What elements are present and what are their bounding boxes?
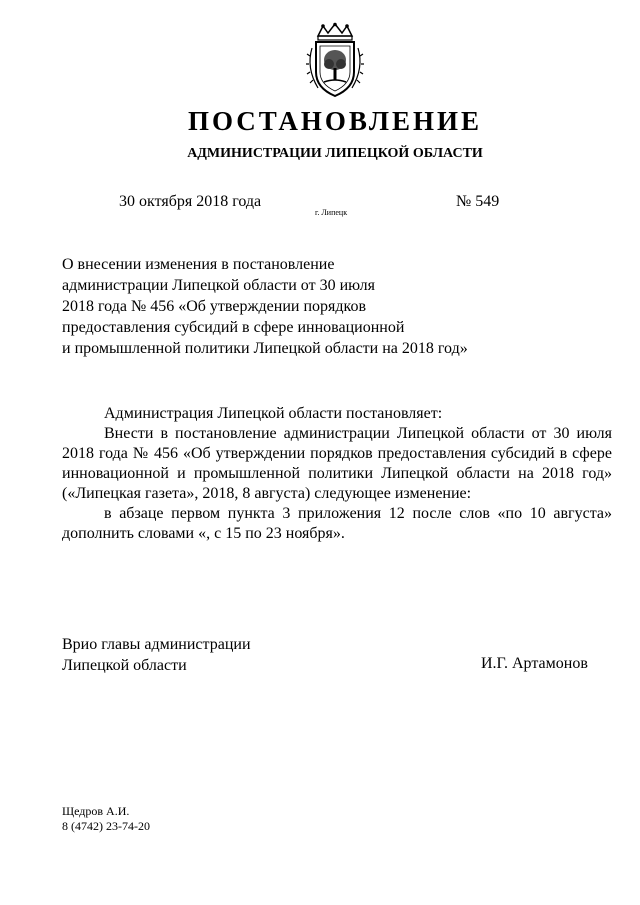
executor-name: Щедров А.И.	[62, 804, 130, 818]
issuing-authority: АДМИНИСТРАЦИИ ЛИПЕЦКОЙ ОБЛАСТИ	[187, 146, 483, 161]
subject-line: О внесении изменения в постановление	[62, 256, 335, 273]
body-paragraph: в абзаце первом пункта 3 приложения 12 после слов «по 10 августа» дополнить словами «, с 15 по 23 ноября».	[62, 505, 612, 542]
subject-line: и промышленной политики Липецкой области на 2018 год»	[62, 340, 468, 357]
document-date: 30 октября 2018 года	[119, 193, 262, 210]
signatory-position-line: Врио главы администрации	[62, 636, 251, 653]
body-paragraph: Внести в постановление администрации Липецкой области от 30 июля 2018 года № 456 «Об утверждении порядков предоставления субсидий в сфере инновационной и промышленной политики Липецкой области на 2018 год» («Липецкая газета», 2018, 8 августа) следующее изменение:	[62, 425, 612, 502]
signatory-position	[62, 634, 251, 676]
subject-line: предоставления субсидий в сфере инновационной	[62, 319, 405, 336]
document-city: г. Липецк	[315, 208, 348, 217]
document-title: ПОСТАНОВЛЕНИЕ	[187, 106, 483, 136]
executor-phone: 8 (4742) 23-74-20	[62, 819, 150, 833]
preamble: Администрация Липецкой области постановляет:	[104, 405, 443, 422]
document-subject	[62, 254, 502, 359]
document-number: № 549	[456, 193, 500, 210]
subject-line: 2018 года № 456 «Об утверждении порядков	[62, 298, 367, 315]
subject-line: администрации Липецкой области от 30 июля	[62, 277, 376, 294]
executor-info	[62, 804, 150, 834]
signatory-name: И.Г. Артамонов	[481, 655, 588, 672]
signatory-position-line: Липецкой области	[62, 657, 187, 674]
coat-of-arms-icon	[296, 22, 374, 100]
document-body	[62, 404, 612, 544]
